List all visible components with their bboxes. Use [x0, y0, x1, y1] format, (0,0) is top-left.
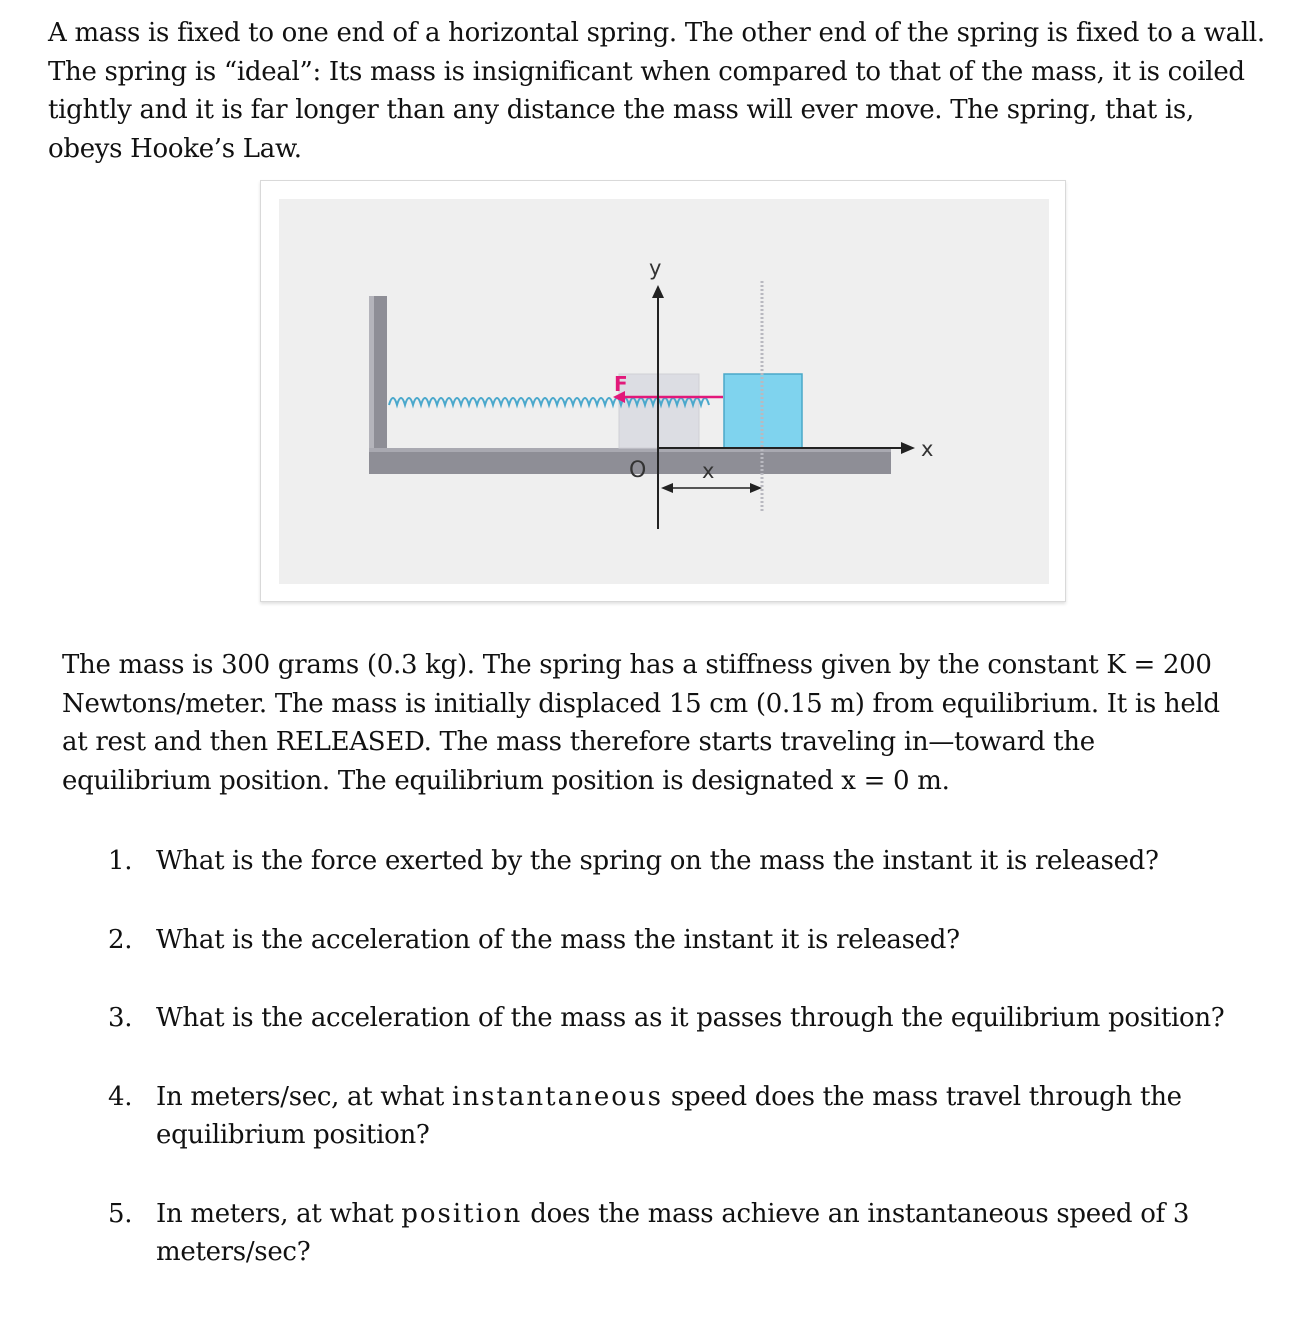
question-item — [108, 999, 1268, 1038]
question-text-start: In meters/sec, at what — [156, 1081, 453, 1112]
question-emphasis: position — [401, 1198, 523, 1229]
question-text: What is the force exerted by the spring on the mass the instant it is released? — [156, 846, 1159, 876]
question-item — [108, 1078, 1268, 1155]
origin-label: O — [629, 458, 647, 483]
question-number: 3. — [108, 1003, 133, 1033]
intro-paragraph: A mass is fixed to one end of a horizontal spring. The other end of the spring is fixed to a wall. The spring is “ideal”: Its mass is insignificant when compared to that of the mass, it is coiled tightly and it is far longer than any distance the mass will ever move. The spring, that is, obeys Hooke’s Law. — [48, 18, 1265, 164]
spring-mass-figure — [260, 180, 1066, 602]
question-list — [108, 842, 1268, 1272]
question-number: 1. — [108, 846, 133, 876]
displacement-label: x — [702, 459, 715, 483]
question-item — [108, 842, 1268, 881]
force-label: F — [614, 372, 628, 396]
question-number: 2. — [108, 924, 133, 955]
question-text-end: speed does the mass travel through the equilibrium position? — [156, 1081, 1182, 1150]
wall-highlight — [369, 296, 374, 474]
question-number: 4. — [108, 1081, 133, 1112]
setup-paragraph: The mass is 300 grams (0.3 kg). The spring has a stiffness given by the constant K = 200 Newtons/meter. The mass is initially displaced 15 cm (0.15 m) from equilibrium. It is held at rest and then RELEASED. The mass therefore starts traveling in—toward the equilibrium position. The equilibrium position is designated x = 0 m. — [62, 650, 1220, 796]
x-axis-label: x — [921, 437, 934, 461]
question-item — [108, 921, 1268, 960]
question-number: 5. — [108, 1198, 133, 1229]
question-text: What is the acceleration of the mass as it passes through the equilibrium position? — [156, 1003, 1225, 1033]
question-item — [108, 1195, 1268, 1272]
question-text-end: does the mass achieve an instantaneous speed of 3 meters/sec? — [156, 1198, 1190, 1267]
y-axis-label: y — [649, 256, 662, 280]
question-text-start: In meters, at what — [156, 1198, 402, 1229]
spring-mass-diagram — [261, 181, 1065, 601]
question-emphasis: instantaneous — [452, 1081, 663, 1112]
question-text: What is the acceleration of the mass the instant it is released? — [156, 924, 960, 955]
